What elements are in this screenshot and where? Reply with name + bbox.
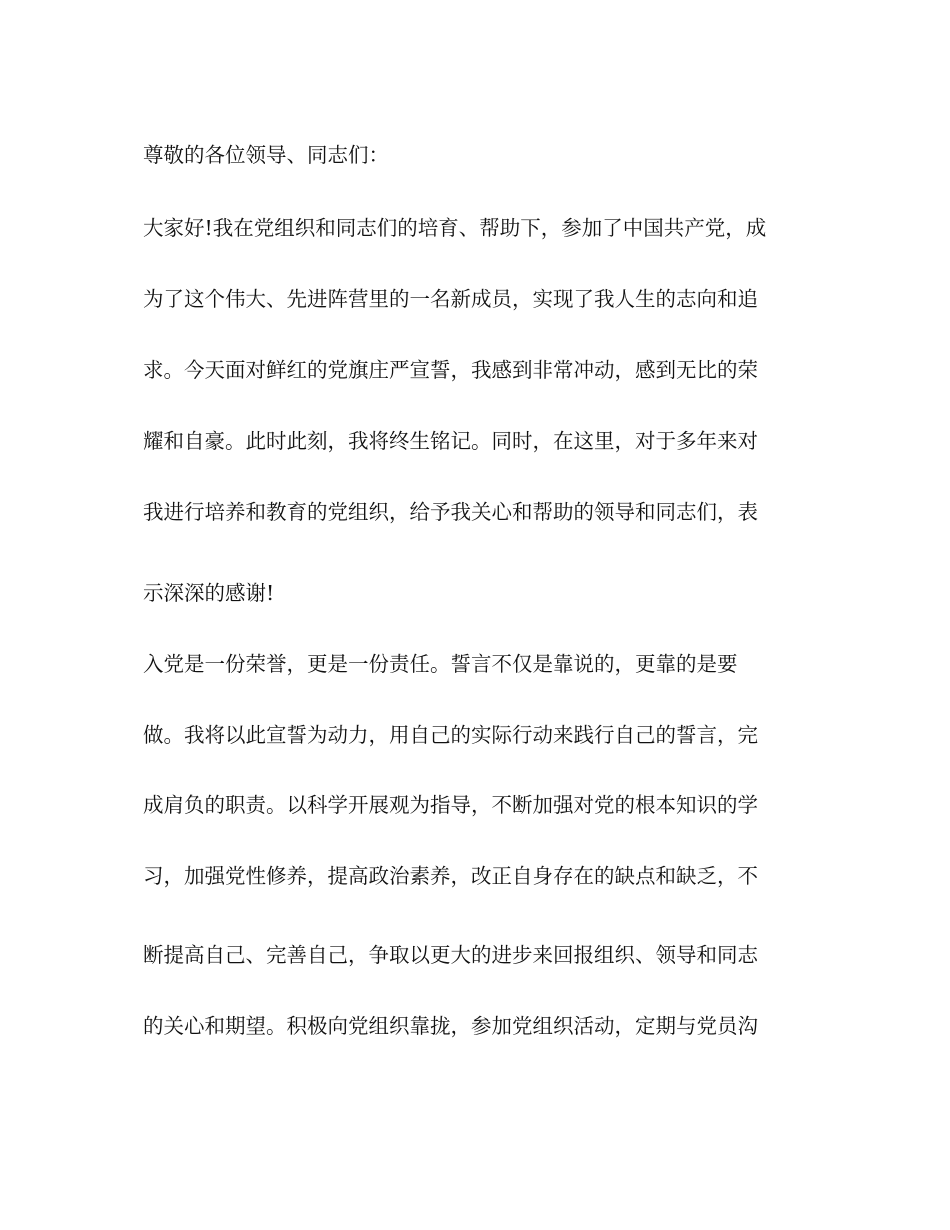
paragraph-2-line-4: 习，加强党性修养，提高政治素养，改正自身存在的缺点和缺乏，不 <box>143 864 758 888</box>
paragraph-1-line-1: 大家好!我在党组织和同志们的培育、帮助下，参加了中国共产党，成 <box>143 216 767 240</box>
paragraph-2-line-2: 做。我将以此宣誓为动力，用自己的实际行动来践行自己的誓言，完 <box>143 723 758 747</box>
paragraph-2-line-6: 的关心和期望。积极向党组织靠拢，参加党组织活动，定期与党员沟 <box>143 1014 758 1038</box>
paragraph-1-line-5: 我进行培养和教育的党组织，给予我关心和帮助的领导和同志们，表 <box>143 500 758 524</box>
paragraph-2-line-3: 成肩负的职责。以科学开展观为指导，不断加强对党的根本知识的学 <box>143 793 758 817</box>
paragraph-2-line-5: 断提高自己、完善自己，争取以更大的进步来回报组织、领导和同志 <box>143 943 758 967</box>
paragraph-1-line-6: 示深深的感谢! <box>143 581 275 605</box>
paragraph-1-line-3: 求。今天面对鲜红的党旗庄严宣誓，我感到非常冲动，感到无比的荣 <box>143 358 758 382</box>
paragraph-2-line-1: 入党是一份荣誉，更是一份责任。誓言不仅是靠说的，更靠的是要 <box>143 652 738 676</box>
paragraph-1-line-4: 耀和自豪。此时此刻，我将终生铭记。同时，在这里，对于多年来对 <box>143 429 758 453</box>
paragraph-1-line-2: 为了这个伟大、先进阵营里的一名新成员，实现了我人生的志向和追 <box>143 287 758 311</box>
salutation: 尊敬的各位领导、同志们： <box>143 143 389 167</box>
